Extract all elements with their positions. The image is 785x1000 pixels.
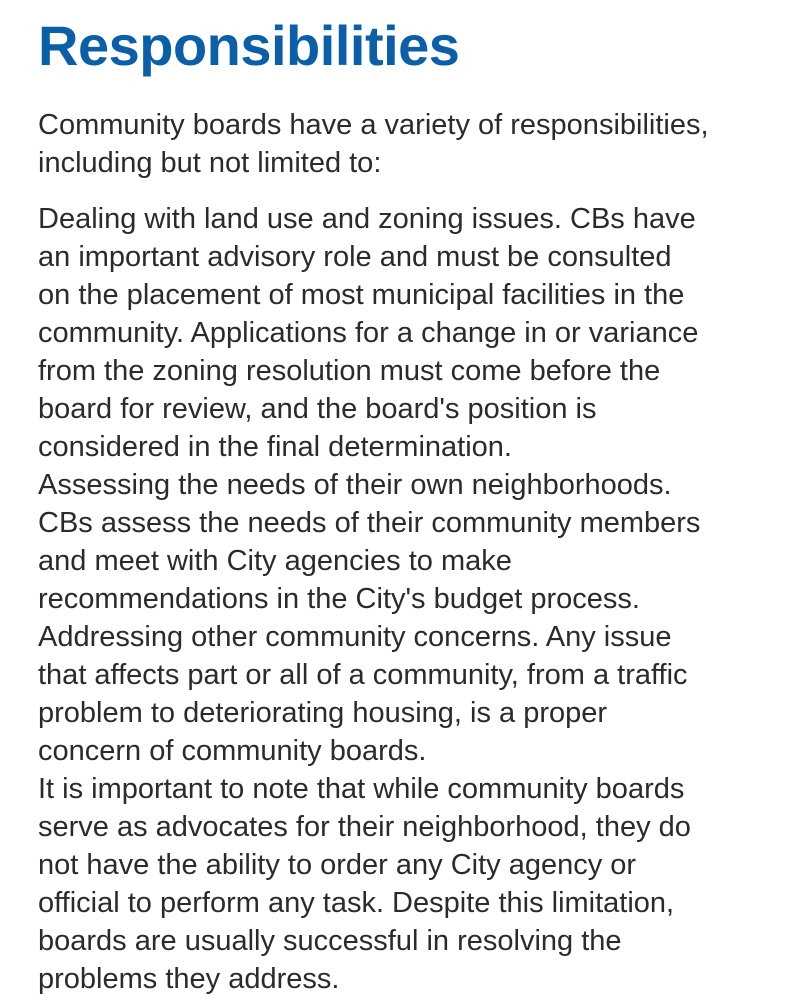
article bbox=[38, 10, 758, 998]
responsibility-land-use: Dealing with land use and zoning issues. CBs have an important advisory role and must be consulted on the placement of most municipal facilities in the community. Applications for a change in or variance from the zoning resolution must come before the board for review, and the board's position is considered in the final determination. bbox=[38, 203, 699, 463]
page-title: Responsibilities bbox=[38, 14, 460, 77]
limitation-note: It is important to note that while community boards serve as advocates for their neighborhood, they do not have the ability to order any City agency or official to perform any task. Despite this limitation, boards are usually successful in resolving the problems they address. bbox=[38, 773, 691, 995]
responsibility-community-concerns: Addressing other community concerns. Any issue that affects part or all of a community, from a traffic problem to deteriorating housing, is a proper concern of community boards. bbox=[38, 621, 688, 767]
responsibility-needs-assessment: Assessing the needs of their own neighborhoods. CBs assess the needs of their community members and meet with City agencies to make recommendations in the City's budget process. bbox=[38, 469, 701, 615]
intro-paragraph: Community boards have a variety of responsibilities, including but not limited to: bbox=[38, 109, 709, 179]
responsibilities-list bbox=[38, 200, 758, 998]
